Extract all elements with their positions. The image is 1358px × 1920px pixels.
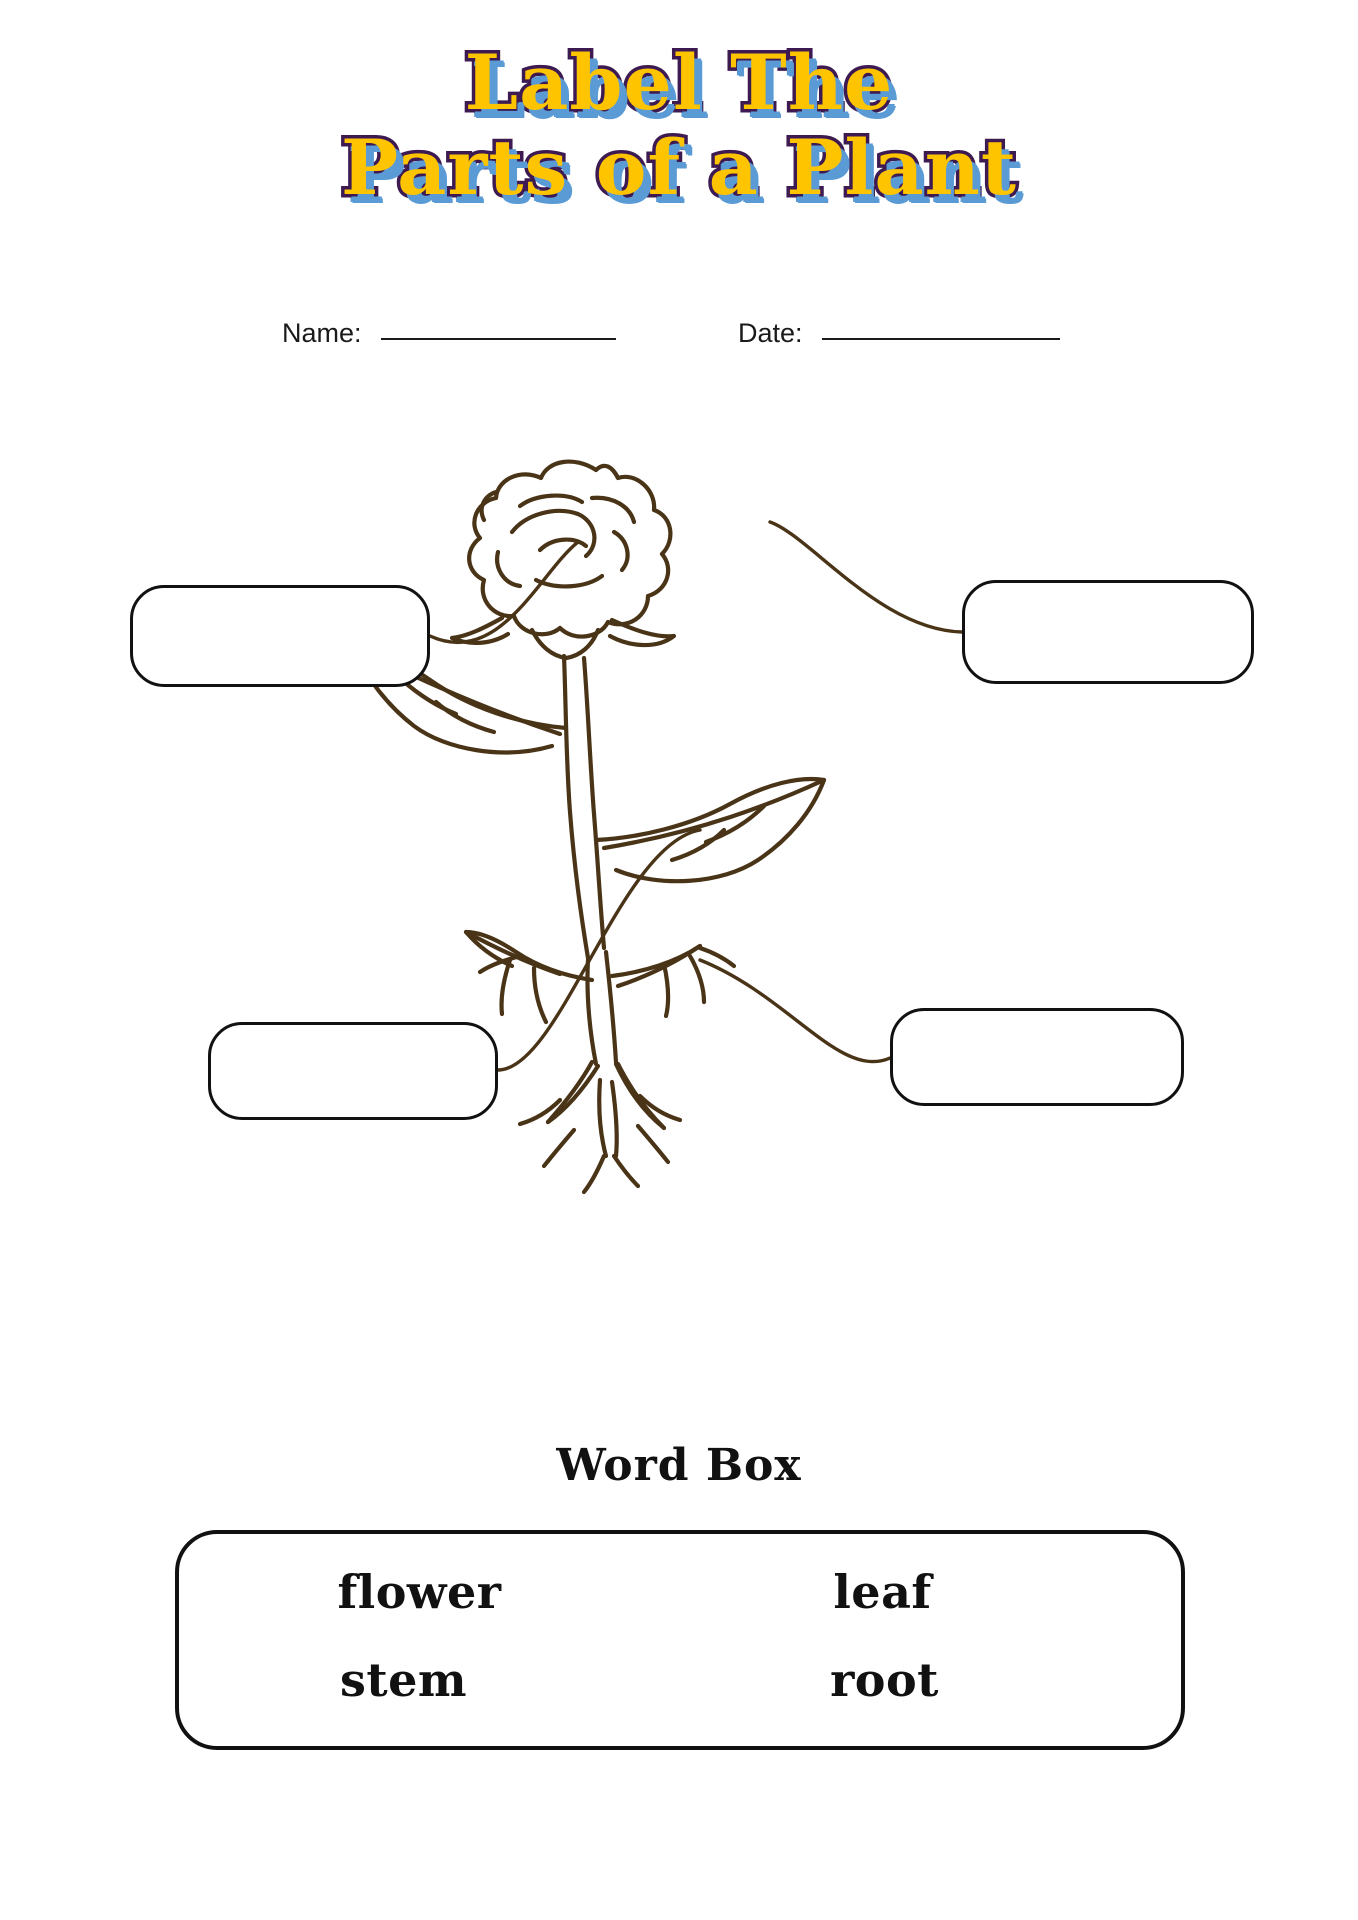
answer-box-stem[interactable] <box>890 1008 1184 1106</box>
word-box-item-flower[interactable]: flower <box>337 1565 502 1619</box>
plant-illustration-icon <box>0 440 1358 1340</box>
word-box-item-root[interactable]: root <box>830 1653 939 1707</box>
page-title-line-2: Parts of a Plant <box>341 123 1017 213</box>
answer-box-leaf[interactable] <box>962 580 1254 684</box>
name-label: Name: <box>282 318 362 348</box>
plant-diagram-area <box>0 440 1358 1340</box>
name-field-group <box>282 318 616 349</box>
page-title <box>0 38 1358 213</box>
answer-box-flower[interactable] <box>130 585 430 687</box>
word-box-title: Word Box <box>556 1440 802 1491</box>
word-box-item-stem[interactable]: stem <box>339 1653 468 1707</box>
word-box-grid <box>179 1534 1181 1746</box>
date-input[interactable] <box>822 338 1060 340</box>
word-box <box>175 1530 1185 1750</box>
date-field-group <box>738 318 1060 349</box>
name-input[interactable] <box>381 338 616 340</box>
date-label: Date: <box>738 318 803 348</box>
page-title-line-1: Label The <box>464 38 894 127</box>
answer-box-root[interactable] <box>208 1022 498 1120</box>
word-box-item-leaf[interactable]: leaf <box>833 1565 932 1619</box>
